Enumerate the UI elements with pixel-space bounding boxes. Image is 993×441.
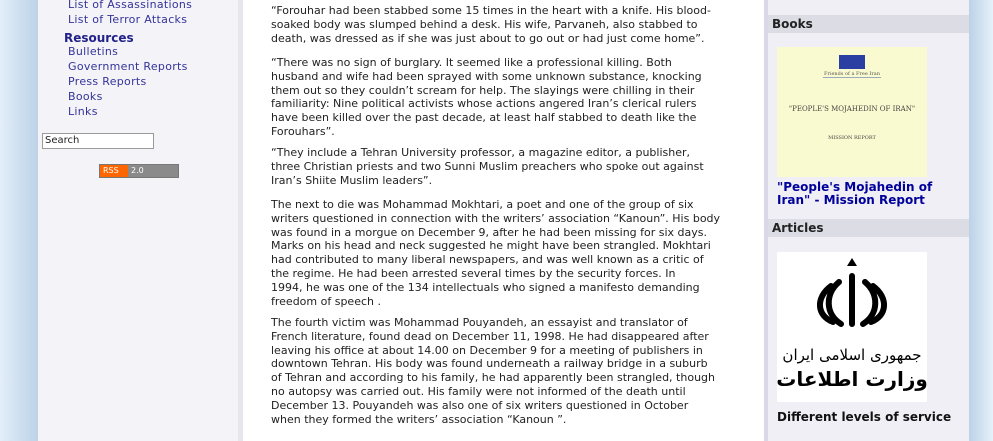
sidebar-link-assassinations[interactable]: List of Assassinations [68,0,193,11]
book-cover-subtitle: MISSION REPORT [828,135,876,141]
book-cover-image[interactable] [777,47,927,177]
iran-emblem-icon [777,252,927,402]
article-paragraph: “There was no sign of burglary. It seemed like a professional killing. Both husband and wife had been sprayed with some unknown substance, knocking them out so they couldn’t scream for help. The slayings were chilling in their familiarity: Nine political activists whose actions angered Iran’s clerical rulers have been killed over the past decade, at least half stabbed to death like the Forouhars”. [271,56,702,138]
article-paragraph: The fourth victim was Mohammad Pouyandeh, an essayist and translator of French literature, found dead on December 11, 1998. He had disappeared after leaving his office at about 14.00 on December 9 for a meeting of publishers in downtown Tehran. His body was found underneath a railway bridge in a suburb of Tehran and according to his family, he had apparently been strangled, though no autopsy was carried out. His family were not informed of the death until December 13. Pouyandeh was also one of six writers questioned in October when they formed the writers’ association “Kanoun ”. [271,316,715,426]
sidebar-link-press-reports[interactable]: Press Reports [68,75,147,88]
article-image[interactable] [777,252,927,402]
rss-version: 2.0 [128,165,178,177]
emblem-text-line1: جمهوری اسلامی ایران [782,346,922,364]
right-page-edge [969,0,993,441]
article-paragraph: “They include a Tehran University professor, a magazine editor, a publisher, three Christian priests and two Sunni Muslim preachers who spoke out against Iran’s Shiite Muslim leaders”. [271,146,704,187]
book-cover-caption: Friends of a Free Iran [824,71,880,77]
sidebar-link-bulletins[interactable]: Bulletins [68,45,119,58]
search-input[interactable] [42,133,154,149]
sidebar-link-links[interactable]: Links [68,105,98,118]
eu-flag-icon [839,55,865,69]
emblem-text-line2: وزارت اطلاعات [777,367,927,391]
rss-feed-badge[interactable] [99,164,179,178]
books-heading: Books [768,15,969,33]
book-link[interactable]: "People's Mojahedin of Iran" - Mission Report [777,180,933,207]
article-paragraph: “Forouhar had been stabbed some 15 times in the heart with a knife. His blood- soaked body was slumped behind a desk. His wife, Parvaneh, also stabbed to death, was dressed as if she was just about to go out or had just come home”. [271,4,711,45]
article-caption-link[interactable]: Different levels of service [777,410,952,424]
sidebar-link-terror-attacks[interactable]: List of Terror Attacks [68,13,188,26]
sidebar-link-books[interactable]: Books [68,90,103,103]
resources-heading: Resources [64,31,134,45]
book-cover-rule [823,77,881,78]
article-paragraph: The next to die was Mohammad Mokhtari, a poet and one of the group of six writers questioned in connection with the writers’ association “Kanoun”. His body was found in a morgue on December 9, after he had been missing for six days. Marks on his head and neck suggested he might have been strangled. Mokhtari had contributed to many liberal newspapers, and was well known as a critic of the regime. He had been arrested several times by the security forces. In 1994, he was one of the 134 intellectuals who signed a manifesto demanding freedom of speech . [271,198,721,308]
left-page-edge [0,0,38,441]
sidebar-link-government-reports[interactable]: Government Reports [68,60,188,73]
book-cover-title: "PEOPLE'S MOJAHEDIN OF IRAN" [788,105,916,113]
articles-heading: Articles [768,219,969,237]
rss-label: RSS [100,165,128,177]
